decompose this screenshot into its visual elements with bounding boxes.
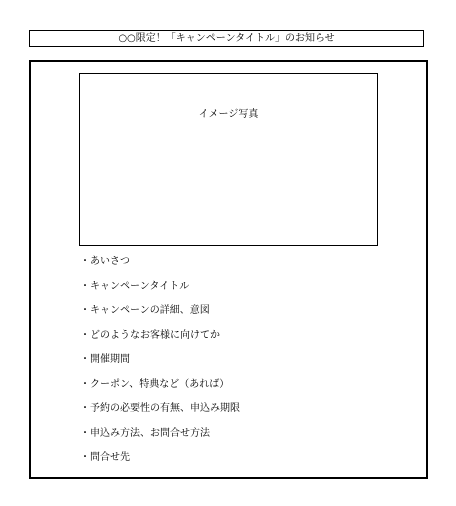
content-frame xyxy=(29,60,428,479)
list-item: ・キャンペーンの詳細、意図 xyxy=(80,305,210,316)
content-outline-list xyxy=(80,256,240,477)
list-item: ・予約の必要性の有無、申込み期限 xyxy=(80,403,240,414)
page-title: ○○限定！「キャンペーンタイトル」のお知らせ xyxy=(118,32,335,44)
list-item: ・開催期間 xyxy=(80,354,130,365)
image-placeholder xyxy=(79,73,378,246)
list-item: ・どのようなお客様に向けてか xyxy=(80,329,220,341)
list-item: ・問合せ先 xyxy=(80,452,130,463)
list-item: ・キャンペーンタイトル xyxy=(80,280,190,292)
page-title-box xyxy=(29,30,424,47)
image-placeholder-label: イメージ写真 xyxy=(198,109,259,120)
list-item: ・申込み方法、お問合せ方法 xyxy=(80,427,210,439)
list-item: ・クーポン、特典など（あれば） xyxy=(80,378,230,390)
list-item: ・あいさつ xyxy=(80,256,130,267)
